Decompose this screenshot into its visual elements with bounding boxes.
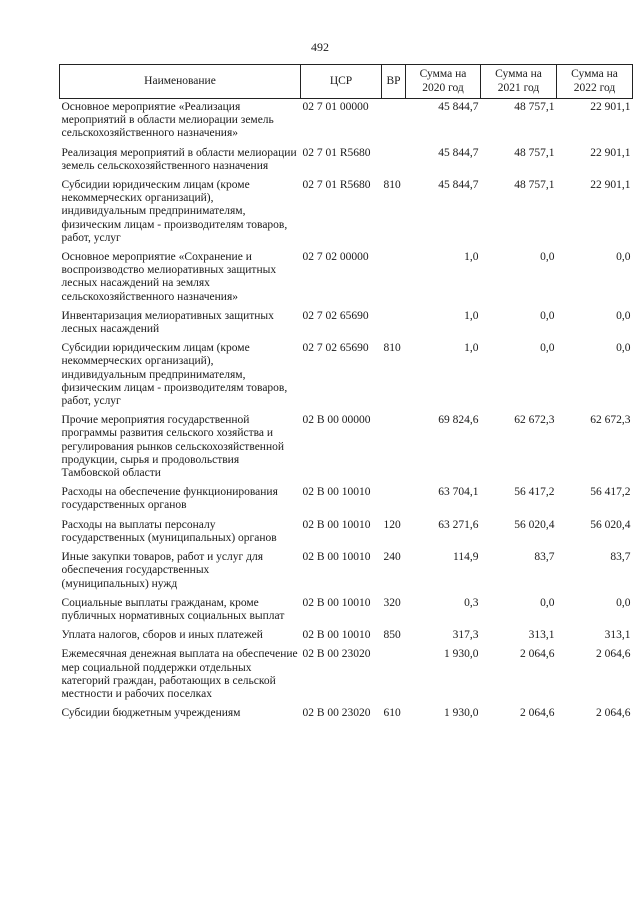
- table-row: [60, 646, 633, 705]
- row-vr: [382, 99, 406, 145]
- row-vr: 120: [383, 518, 401, 531]
- row-csr: 02 В 00 23020: [302, 707, 371, 720]
- table-row: [60, 412, 633, 484]
- row-sum-2022: 56 020,4: [590, 518, 631, 531]
- row-name: Иные закупки товаров, работ и услуг для обеспечения государственных (муниципальных) нужд: [61, 551, 263, 590]
- row-vr: 240: [383, 551, 401, 564]
- table-row: [60, 627, 633, 646]
- row-vr: 850: [383, 629, 401, 642]
- row-sum-2021: 0,0: [540, 596, 555, 609]
- row-sum-2022: 0,0: [616, 596, 631, 609]
- row-vr: 810: [383, 179, 401, 192]
- row-name: Социальные выплаты гражданам, кроме публичных нормативных социальных выплат: [61, 596, 285, 622]
- row-csr: 02 В 00 10010: [302, 486, 371, 499]
- table-row: [60, 484, 633, 516]
- row-sum-2020: 0,3: [464, 596, 479, 609]
- table-row: [60, 145, 633, 177]
- row-sum-2020: 45 844,7: [438, 179, 479, 192]
- row-vr: [382, 249, 406, 308]
- row-name: Субсидии юридическим лицам (кроме некоммерческих организаций), индивидуальным предпринимателям, физическим лицам - производителям товаров, работ, услуг: [61, 342, 288, 408]
- row-sum-2022: 313,1: [604, 629, 631, 642]
- header-name: Наименование: [60, 65, 301, 99]
- row-vr: [382, 484, 406, 516]
- table-row: [60, 99, 633, 145]
- header-sum-2022: Сумма на 2022 год: [557, 65, 633, 99]
- row-sum-2022: 0,0: [616, 342, 631, 355]
- header-vr: ВР: [382, 65, 406, 99]
- row-vr: 810: [383, 342, 401, 355]
- row-sum-2020: 45 844,7: [438, 146, 479, 159]
- row-sum-2022: 2 064,6: [596, 648, 631, 661]
- row-sum-2021: 2 064,6: [520, 707, 555, 720]
- table-row: [60, 249, 633, 308]
- header-sum-2021: Сумма на 2021 год: [481, 65, 557, 99]
- row-name: Основное мероприятие «Реализация мероприятий в области мелиорации земель сельскохозяйственного назначения»: [61, 101, 274, 140]
- row-sum-2021: 56 417,2: [514, 486, 555, 499]
- row-vr: 320: [383, 596, 401, 609]
- row-sum-2021: 48 757,1: [514, 179, 555, 192]
- row-csr: 02 В 00 10010: [302, 629, 371, 642]
- row-sum-2022: 22 901,1: [590, 101, 631, 113]
- row-sum-2020: 1,0: [464, 342, 479, 355]
- row-csr: 02 7 02 00000: [302, 251, 369, 264]
- row-csr: 02 7 02 65690: [302, 309, 369, 322]
- row-name: Ежемесячная денежная выплата на обеспечение мер социальной поддержки отдельных категорий граждан, работающих в сельской местности и рабочих поселках: [61, 648, 298, 700]
- row-sum-2021: 62 672,3: [514, 414, 555, 427]
- table-row: [60, 705, 633, 724]
- row-sum-2020: 317,3: [452, 629, 479, 642]
- row-name: Инвентаризация мелиоративных защитных лесных насаждений: [61, 309, 274, 336]
- row-csr: 02 7 02 65690: [302, 342, 369, 355]
- row-vr: [382, 646, 406, 705]
- row-sum-2020: 1 930,0: [444, 648, 479, 661]
- row-sum-2020: 69 824,6: [438, 414, 479, 427]
- row-sum-2020: 1,0: [464, 309, 479, 322]
- row-csr: 02 В 00 10010: [302, 518, 371, 531]
- row-name: Реализация мероприятий в области мелиорации земель сельскохозяйственного назначения: [61, 146, 297, 172]
- row-vr: [382, 308, 406, 340]
- row-csr: 02 7 01 R5680: [302, 146, 371, 159]
- row-vr: [382, 145, 406, 177]
- row-sum-2020: 114,9: [453, 551, 479, 564]
- row-sum-2021: 48 757,1: [514, 101, 555, 113]
- row-sum-2020: 1 930,0: [444, 707, 479, 720]
- table-row: [60, 517, 633, 549]
- row-csr: 02 7 01 R5680: [302, 179, 371, 192]
- table-header-row: [60, 65, 633, 99]
- table-row: [60, 308, 633, 340]
- row-csr: 02 В 00 10010: [302, 596, 371, 609]
- row-name: Расходы на выплаты персоналу государственных (муниципальных) органов: [61, 518, 277, 544]
- table-row: [60, 177, 633, 249]
- row-csr: 02 В 00 10010: [302, 551, 371, 564]
- row-name: Субсидии юридическим лицам (кроме некоммерческих организаций), индивидуальным предпринимателям, физическим лицам - производителям товаров, работ, услуг: [61, 179, 288, 244]
- row-sum-2022: 2 064,6: [596, 707, 631, 720]
- row-sum-2022: 22 901,1: [590, 146, 631, 159]
- row-sum-2021: 0,0: [540, 342, 555, 355]
- page-number: 492: [311, 40, 329, 54]
- row-sum-2020: 63 704,1: [438, 486, 479, 499]
- row-sum-2022: 0,0: [616, 309, 631, 322]
- row-name: Субсидии бюджетным учреждениям: [61, 707, 241, 720]
- row-csr: 02 7 01 00000: [302, 101, 369, 113]
- table-row: [60, 549, 633, 595]
- row-csr: 02 В 00 00000: [302, 414, 371, 427]
- row-name: Уплата налогов, сборов и иных платежей: [61, 629, 263, 642]
- row-sum-2021: 0,0: [540, 251, 555, 264]
- row-name: Основное мероприятие «Сохранение и воспроизводство мелиоративных защитных лесных насаждений на землях сельскохозяйственного назначения»: [61, 251, 277, 303]
- table-row: [60, 595, 633, 627]
- row-sum-2020: 63 271,6: [438, 518, 479, 531]
- row-sum-2021: 2 064,6: [520, 648, 555, 661]
- row-name: Расходы на обеспечение функционирования государственных органов: [61, 486, 278, 512]
- budget-table: [59, 64, 633, 724]
- row-sum-2022: 22 901,1: [590, 179, 631, 192]
- row-sum-2021: 48 757,1: [514, 146, 555, 159]
- row-sum-2020: 1,0: [464, 251, 479, 264]
- row-name: Прочие мероприятия государственной программы развития сельского хозяйства и регулирования рынков сельскохозяйственной продукции, сырья и продовольствия Тамбовской области: [61, 414, 285, 480]
- row-sum-2022: 56 417,2: [590, 486, 631, 499]
- row-sum-2022: 0,0: [616, 251, 631, 264]
- row-sum-2020: 45 844,7: [438, 101, 479, 113]
- row-sum-2021: 313,1: [528, 629, 555, 642]
- table-row: [60, 340, 633, 412]
- row-sum-2021: 0,0: [540, 309, 555, 322]
- header-sum-2020: Сумма на 2020 год: [406, 65, 481, 99]
- row-vr: 610: [383, 707, 401, 720]
- row-sum-2021: 56 020,4: [514, 518, 555, 531]
- header-csr: ЦСР: [301, 65, 382, 99]
- row-sum-2022: 62 672,3: [590, 414, 631, 427]
- row-sum-2021: 83,7: [534, 551, 555, 564]
- row-vr: [382, 412, 406, 484]
- row-sum-2022: 83,7: [610, 551, 631, 564]
- row-csr: 02 В 00 23020: [302, 648, 371, 661]
